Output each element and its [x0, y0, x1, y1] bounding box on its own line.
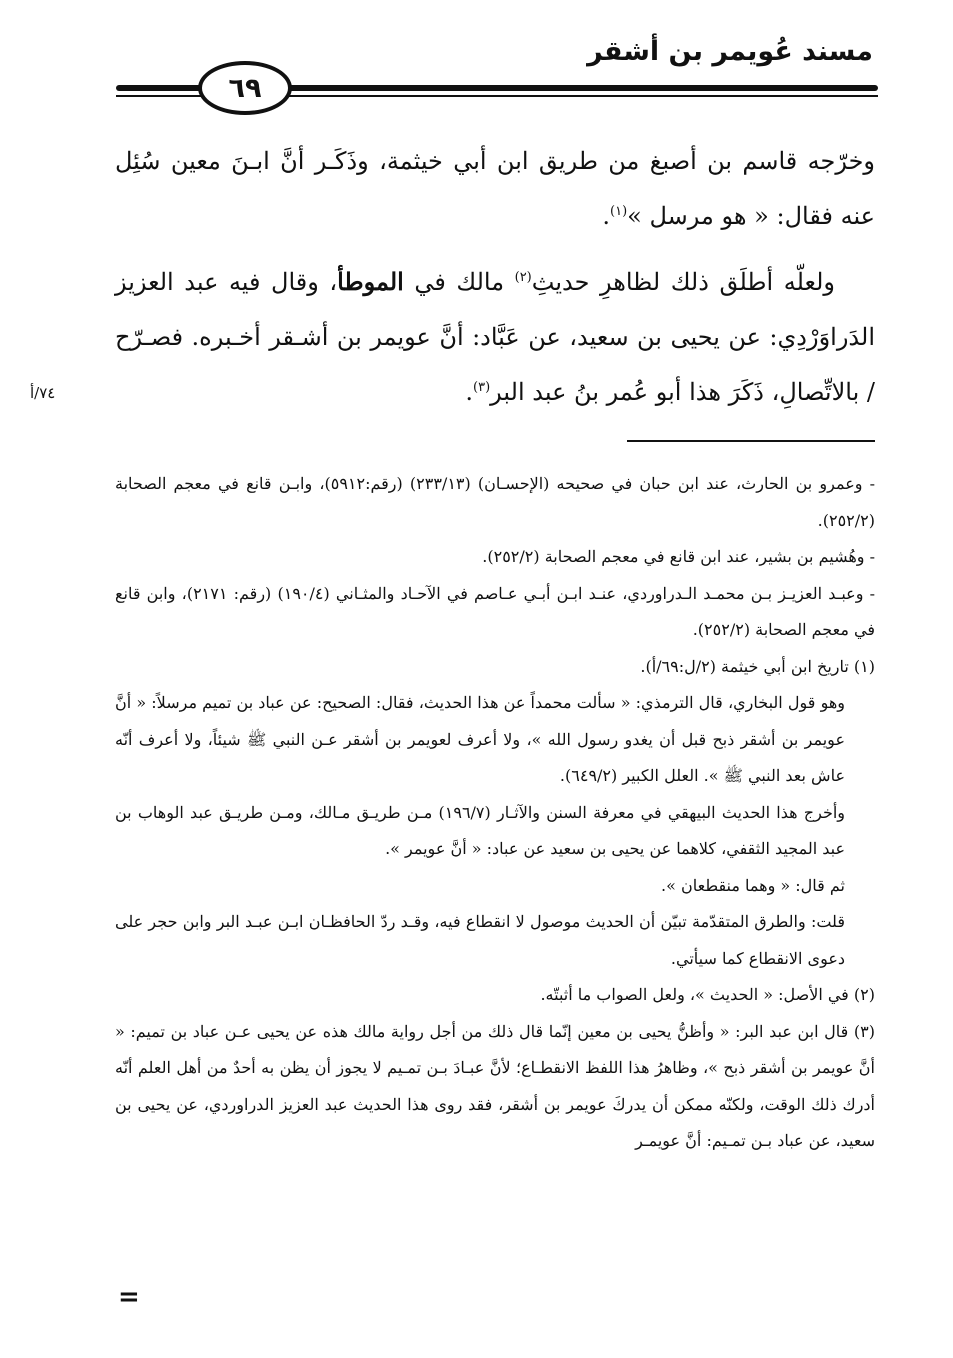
p2-text-b: مالك في: [403, 268, 515, 296]
footnote-3: (٣) قال ابن عبد البر: « وأظنُّ يحيى بن معين إنّما قال ذلك من أجل رواية مالك هذه عن يحيى عـن عباد بن تميم: « أنَّ عويمر بن أشقر ذبح »، وظاهرُ هذا اللفظ الانقطـاع؛ لأنَّ عبـادَ بـن تمـيم لا يجوز أن يظن به أحدٌ من أهل العلم أنّه أدرك ذلك الوقت، ولكنّه ممكن أن يدركَ عويمر بن أشقر، فقد روى هذا الحديث عبد العزيز الدراوردي، عن يحيى بن سعيد، عن عباد بـن تمـيم: أنَّ عويمـر: [115, 1021, 875, 1150]
footnote-1-para: وأخرج هذا الحديث البيهقي في معرفة السنن والآثـار (١٩٦/٧) مـن طريـق مـالك، ومـن طريـق عبد الوهاب بن عبد المجيد الثقفي، كلاهما عن يحيى بن سعيد عن عباد: « أنَّ عويمر ».: [115, 802, 845, 858]
page-number: ٦٩: [198, 61, 292, 115]
footnote-line: - وهُشيم بن بشير، عند ابن قانع في معجم الصحابة (٢٥٢/٢).: [482, 547, 875, 566]
book-title-muwatta: الموطأ: [337, 267, 404, 296]
footnote-1-para: ثم قال: « وهما منقطعان ».: [661, 875, 845, 895]
p1-text: وخرّجه قاسم بن أصبغ من طريق ابن أبي خيثمة، وذَكَـر أنَّ ابـنَ معين سُئِل عنه فقال: « هو مرسل »: [115, 147, 875, 230]
footnote-line: - وعمرو بن الحارث، عند ابن حبان في صحيحه (الإحسـان) (٢٣٣/١٣) (رقم:٥٩١٢)، وابـن قانع في معجم الصحابة (٢٥٢/٢).: [115, 474, 876, 530]
p2-text-c: ، وقال فيه عبد العزيز الدَراوَرْدِي: عن يحيى بن سعيد، عن عَبَّاد: أنَّ عويمر بن أشـقر أخـبره. فصـرّح / بالاتِّصالِ، ذَكَرَ هذا أبو عُمر بنُ عبد البر: [115, 268, 875, 406]
footnote-1-para: وهو قول البخاري، قال الترمذي: « سألت محمداً عن هذا الحديث، فقال: الصحيح: عن عباد بن تميم مرسلاً: « أنَّ عويمر بن أشقر ذبح قبل أن يغدو رسول الله »، ولا أعرف لعويمر بن أشقر عـن النبي ﷺ شيئاً، ولا أعرف أنّه عاش بعد النبي ﷺ ». العلل الكبير (٦٤٩/٢).: [115, 693, 846, 785]
footnote-line: - وعبـد العزيـز بـن محمـد الـدراوردي، عنـد ابـن أبـي عـاصم في الآحـاد والمثـاني (١٩٠/٤) (رقم: ٢١٧١)، وابن قانع في معجم الصحابة (٢٥٢/٢).: [115, 583, 876, 639]
manuscript-folio-note: ٧٤/أ: [30, 384, 56, 402]
footnotes: [115, 466, 875, 1160]
footnote-1-para: قلت: والطرق المتقدّمة تبيّن أن الحديث موصول لا انقطاع فيه، وقـد ردّ الحافظـان ابـن عبـد البر وابن حجر على دعوى الانقطاع كما سيأتي.: [115, 912, 845, 968]
main-paragraph-1: [115, 134, 875, 244]
running-title: مسند عُويمر بن أشقر: [587, 36, 873, 67]
p2-text-a: ولعلّه أطلَق ذلك لظاهرِ حديثِ: [531, 268, 836, 296]
main-text: [115, 134, 875, 420]
footnote-ref-1: (١): [610, 204, 628, 219]
p2-end: .: [465, 378, 474, 406]
p1-end: .: [602, 202, 611, 230]
footnote-1: (١) تاريخ ابن أبي خيثمة (٢/ل:٦٩/أ).: [640, 656, 875, 676]
main-paragraph-2: [115, 254, 875, 420]
footnote-separator: [627, 440, 875, 442]
footnote-ref-2: (٢): [514, 270, 532, 285]
footnote-ref-3: (٣): [473, 380, 491, 395]
footnote-2: (٢) في الأصل: « الحديث »، ولعل الصواب ما أثبتّه.: [540, 985, 875, 1004]
continuation-mark: =: [118, 1282, 140, 1312]
